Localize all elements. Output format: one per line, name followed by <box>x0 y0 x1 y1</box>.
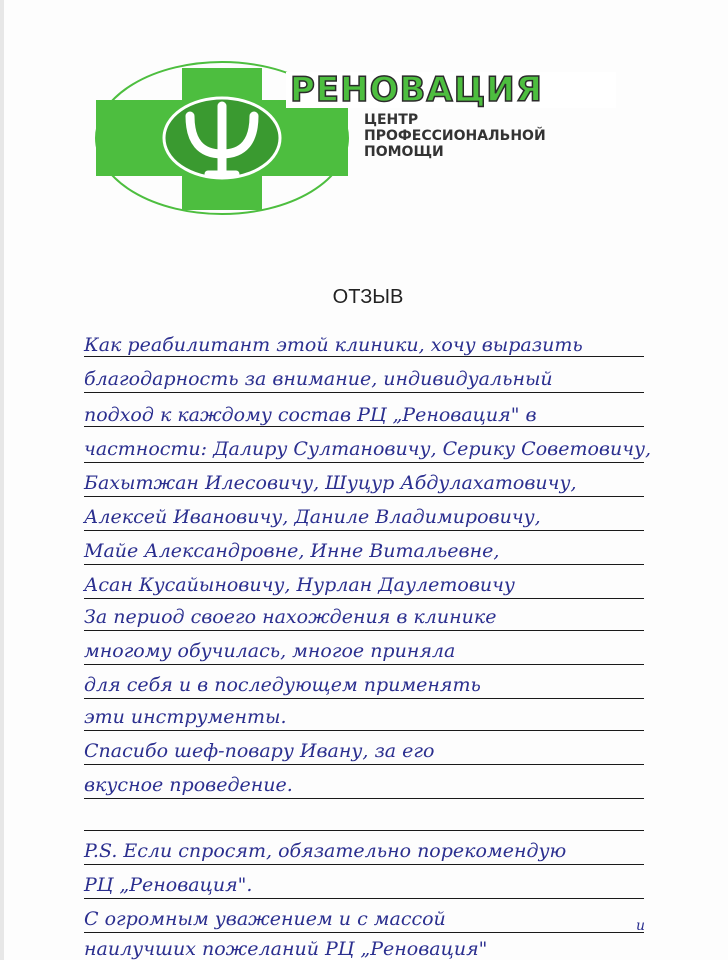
handwritten-line: РЦ „Реновация". <box>84 874 253 896</box>
handwritten-line: За период своего нахождения в клинике <box>84 606 497 628</box>
handwritten-line: эти инструменты. <box>84 706 287 728</box>
handwritten-line: Алексей Ивановичу, Даниле Владимировичу, <box>84 506 541 528</box>
margin-note: и <box>636 918 646 934</box>
handwritten-line: P.S. Если спросят, обязательно порекомендую <box>84 840 567 862</box>
handwritten-line: Спасибо шеф-повару Ивану, за его <box>84 740 435 762</box>
handwritten-line: Майе Александровне, Инне Витальевне, <box>84 540 500 562</box>
handwritten-line: Как реабилитант этой клиники, хочу выразить <box>84 334 583 356</box>
subtitle-line: ЦЕНТР <box>364 112 419 128</box>
handwritten-line: вкусное проведение. <box>84 774 293 796</box>
handwritten-line: Асан Кусайыновичу, Нурлан Даулетовичу <box>84 574 515 596</box>
brand-name: РЕНОВАЦИЯ <box>290 70 543 110</box>
handwritten-line: наилучших пожеланий РЦ „Реновация" <box>84 938 488 960</box>
handwritten-line: благодарность за внимание, индивидуальный <box>84 368 553 390</box>
subtitle-line: ПРОФЕССИОНАЛЬНОЙ <box>364 128 546 144</box>
handwritten-line: многому обучилась, многое приняла <box>84 640 456 662</box>
handwritten-line: частности: Далиру Султановичу, Серику Советовичу, <box>84 438 652 460</box>
handwritten-line <box>84 802 724 832</box>
handwritten-line: С огромным уважением и с массой <box>84 908 446 930</box>
subtitle-line: ПОМОЩИ <box>364 144 444 160</box>
handwritten-line: подход к каждому состав РЦ „Реновация" в <box>84 404 537 426</box>
handwritten-line: Бахытжан Илесовичу, Шуцур Абдулахатовичу, <box>84 472 577 494</box>
document-title: ОТЗЫВ <box>332 286 404 308</box>
handwritten-line: для себя и в последующем применять <box>84 674 481 696</box>
